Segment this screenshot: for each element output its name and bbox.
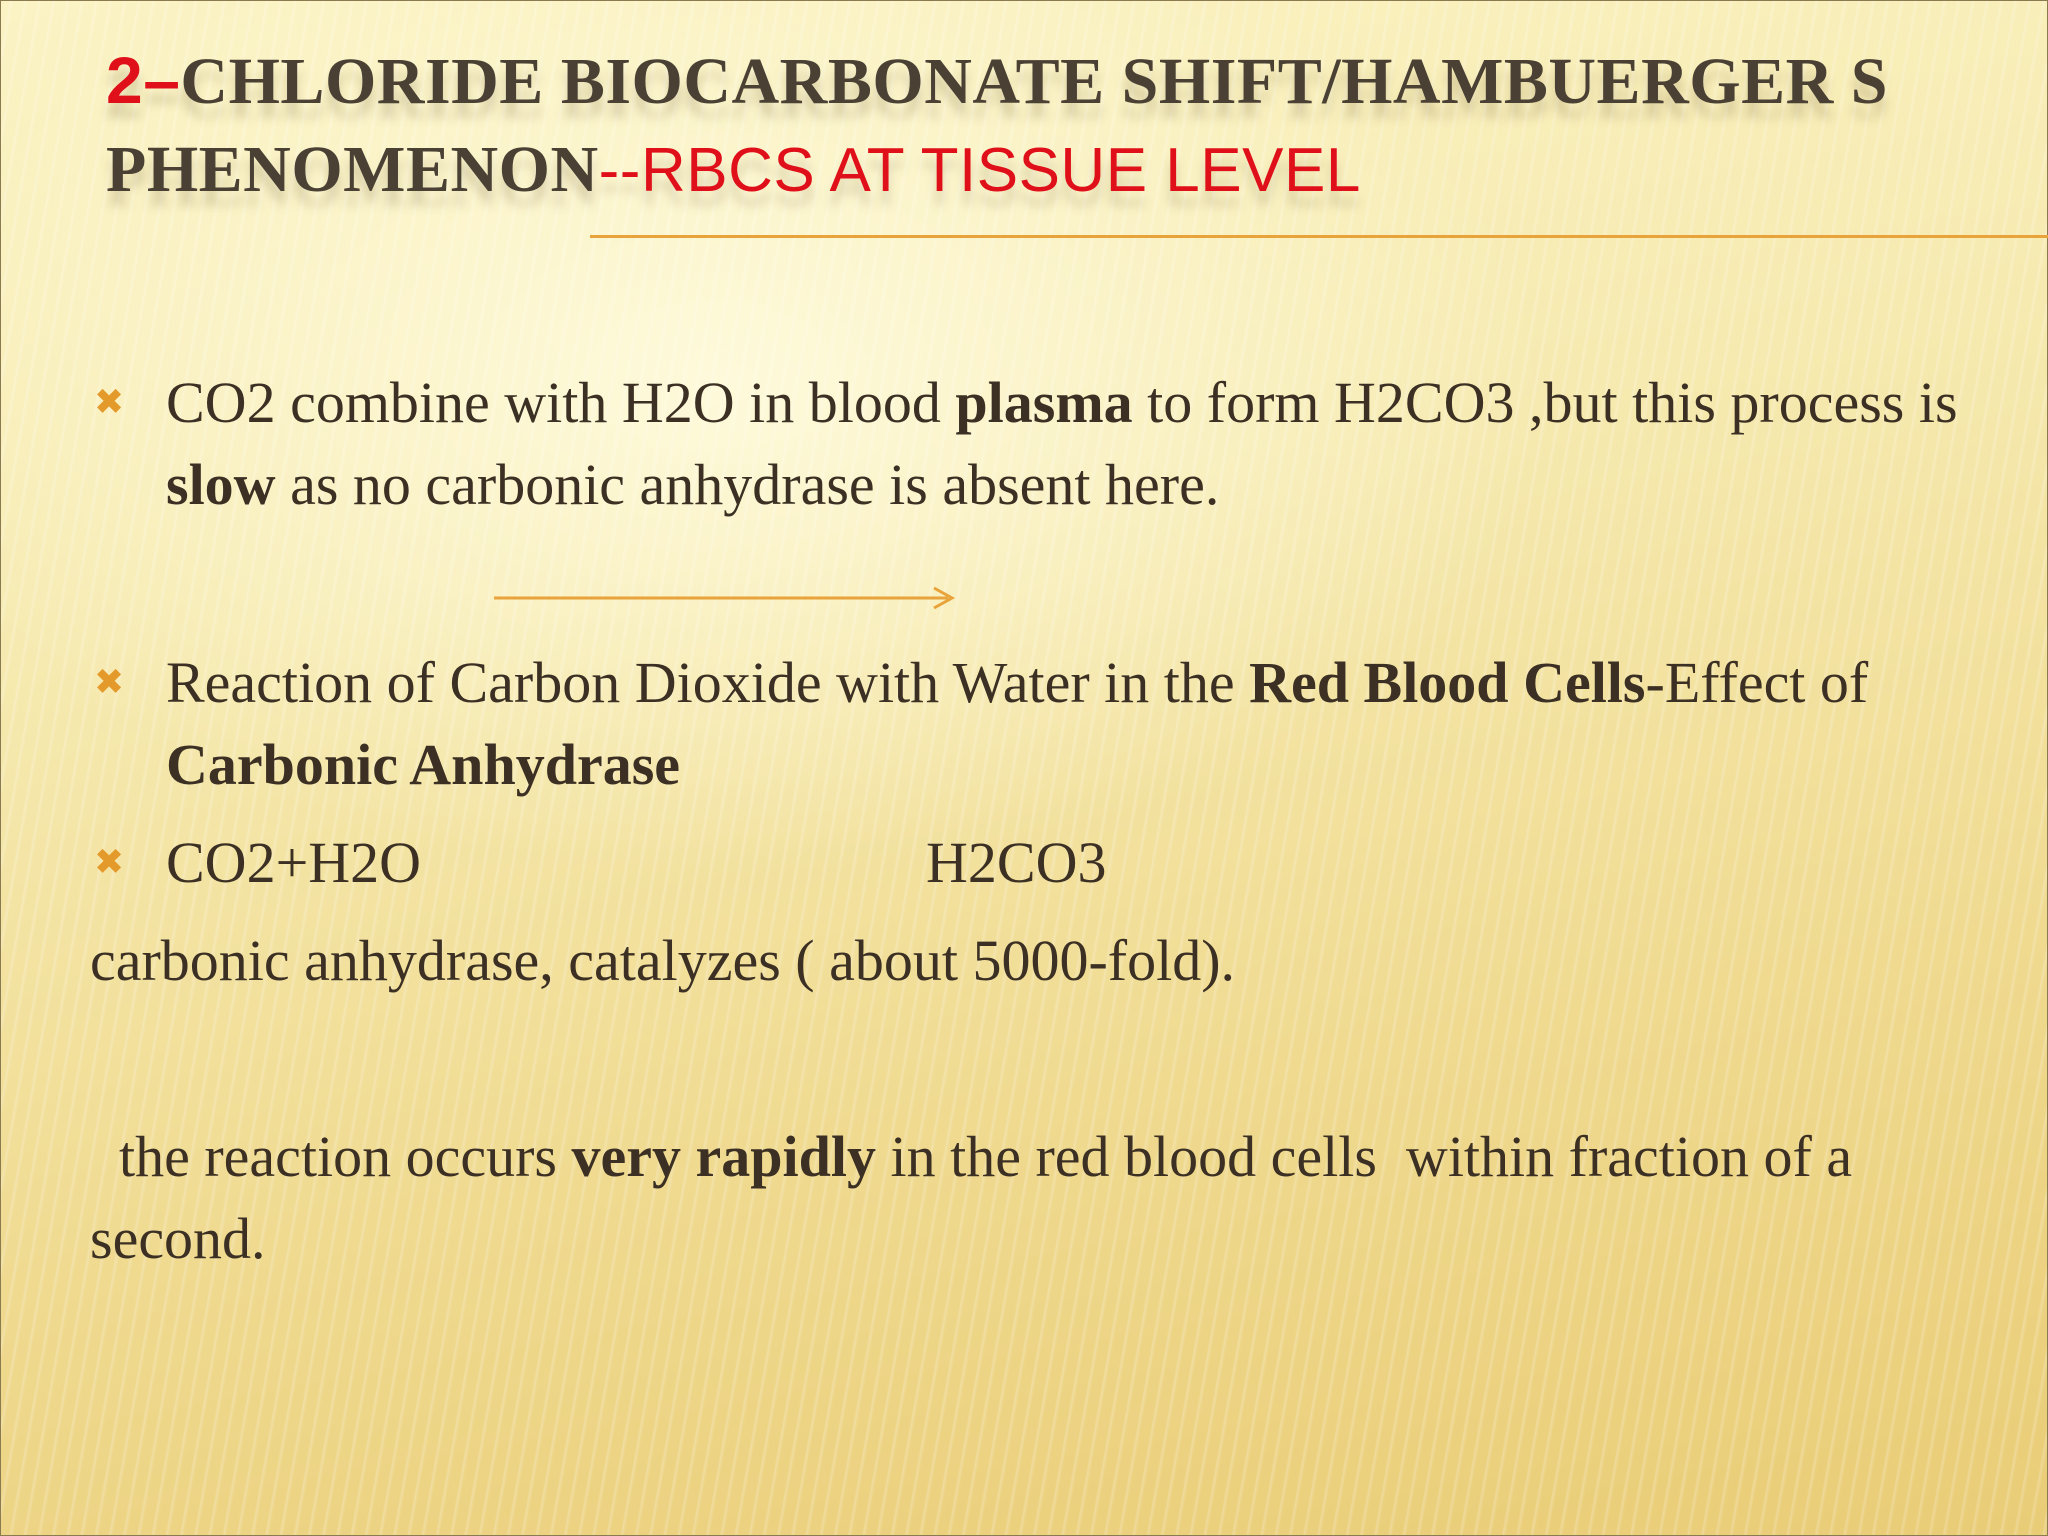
- bullet-bold: Red Blood Cells: [1249, 650, 1646, 715]
- para-text: the reaction occurs: [90, 1124, 572, 1189]
- title-divider: [590, 235, 2048, 238]
- bullet-text: CO2 combine with H2O in blood: [166, 370, 956, 435]
- para-bold: very rapidly: [571, 1124, 876, 1189]
- bullet-text: as no carbonic anhydrase is absent here.: [275, 452, 1220, 517]
- title-number: 2–: [106, 43, 181, 117]
- bullet-row: [84, 822, 2014, 904]
- bullet-text: -Effect of: [1645, 650, 1869, 715]
- equation-reactants: CO2+H2O: [166, 830, 422, 895]
- title-main: CHLORIDE BIOCARBONATE SHIFT/HAMBUERGER S PHENOMENON: [106, 45, 1888, 206]
- bullet-plasma: [84, 362, 2014, 526]
- slide-title: [106, 36, 1986, 215]
- equation-product: H2CO3: [926, 830, 1107, 895]
- bullet-equation: [84, 822, 2014, 904]
- bullet-rbc: [84, 642, 2014, 806]
- title-red-suffix: --RBCS AT TISSUE LEVEL: [598, 136, 1361, 205]
- x-mark-icon: ✖: [94, 662, 125, 703]
- bullet-text: Reaction of Carbon Dioxide with Water in the: [166, 650, 1250, 715]
- x-mark-icon: ✖: [94, 842, 125, 883]
- bullet-bold: plasma: [955, 370, 1133, 435]
- rapid-reaction-paragraph: [90, 1116, 1950, 1280]
- para-text: in the red blood cells within fraction of a second.: [90, 1124, 1867, 1271]
- bullet-row: [84, 362, 2014, 526]
- x-mark-icon: ✖: [94, 382, 125, 423]
- bullet-text: to form H2CO3 ,but this process is: [1132, 370, 1958, 435]
- catalyst-line: carbonic anhydrase, catalyzes ( about 5000-fold).: [90, 928, 1236, 993]
- bullet-bold: slow: [166, 452, 276, 517]
- bullet-bold: Carbonic Anhydrase: [166, 732, 681, 797]
- reaction-arrow-icon: [494, 584, 956, 612]
- bullet-row: [84, 642, 2014, 806]
